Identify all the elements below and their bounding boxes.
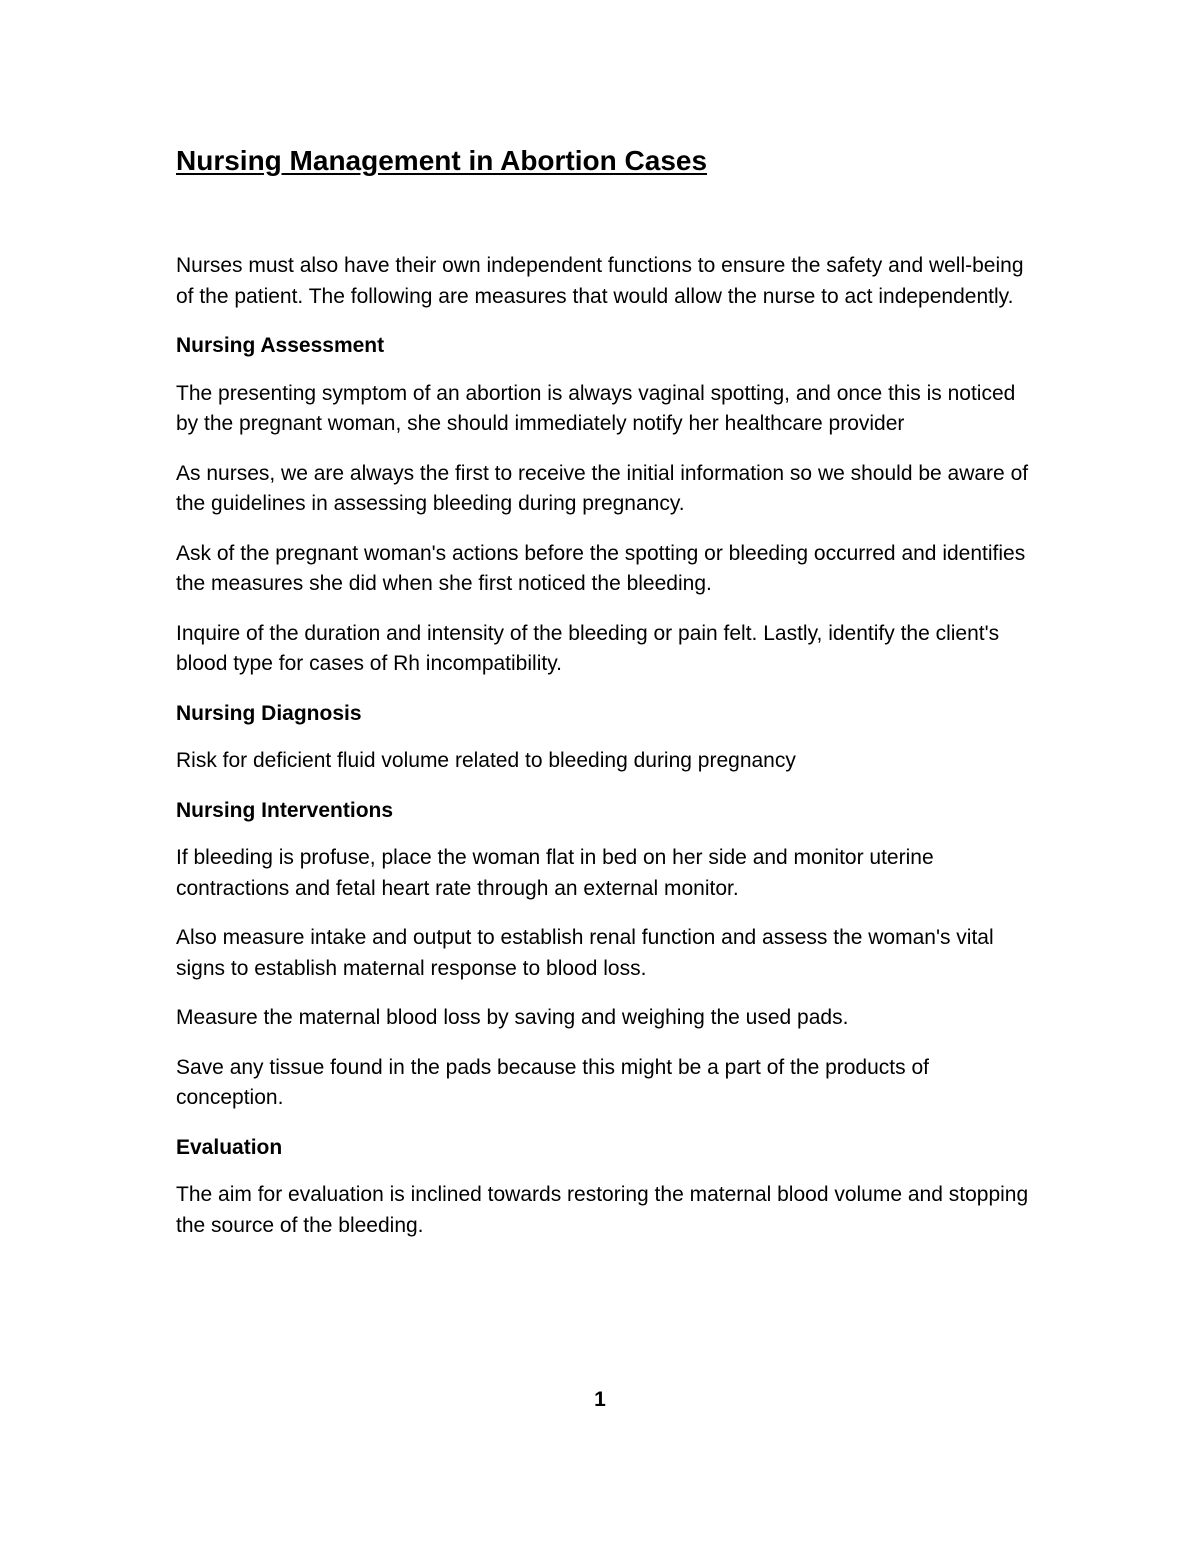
section-nursing-interventions: [176, 796, 1036, 1114]
section-nursing-diagnosis: [176, 699, 1036, 777]
section-paragraph: Also measure intake and output to establish renal function and assess the woman's vital signs to establish maternal response to blood loss.: [176, 926, 994, 980]
section-heading: Evaluation: [176, 1135, 283, 1159]
section-heading: Nursing Diagnosis: [176, 701, 362, 725]
page-number: 1: [594, 1388, 606, 1411]
section-paragraph: Risk for deficient fluid volume related to bleeding during pregnancy: [176, 749, 796, 772]
section-paragraph: The aim for evaluation is inclined towards restoring the maternal blood volume and stopping the source of the bleeding.: [176, 1183, 1029, 1237]
section-paragraph: Save any tissue found in the pads because this might be a part of the products of conception.: [176, 1055, 929, 1109]
document-body: [176, 143, 1036, 1260]
section-paragraph: If bleeding is profuse, place the woman flat in bed on her side and monitor uterine contractions and fetal heart rate through an external monitor.: [176, 846, 934, 900]
section-paragraph: As nurses, we are always the first to receive the initial information so we should be aware of the guidelines in assessing bleeding during pregnancy.: [176, 461, 1029, 515]
section-paragraph: Ask of the pregnant woman's actions before the spotting or bleeding occurred and identifies the measures she did when she first noticed the bleeding.: [176, 541, 1026, 595]
document-title: Nursing Management in Abortion Cases: [176, 145, 708, 176]
section-paragraph: The presenting symptom of an abortion is always vaginal spotting, and once this is noticed by the pregnant woman, she should immediately notify her healthcare provider: [176, 381, 1016, 435]
section-paragraph: Measure the maternal blood loss by saving and weighing the used pads.: [176, 1006, 849, 1029]
section-nursing-assessment: [176, 331, 1036, 680]
section-evaluation: [176, 1133, 1036, 1242]
section-heading: Nursing Interventions: [176, 798, 394, 822]
section-heading: Nursing Assessment: [176, 334, 385, 357]
section-paragraph: Inquire of the duration and intensity of the bleeding or pain felt. Lastly, identify the client's blood type for cases of Rh incompatibility.: [176, 621, 1000, 675]
intro-paragraph: Nurses must also have their own independent functions to ensure the safety and well-being of the patient. The following are measures that would allow the nurse to act independently.: [176, 254, 1024, 308]
